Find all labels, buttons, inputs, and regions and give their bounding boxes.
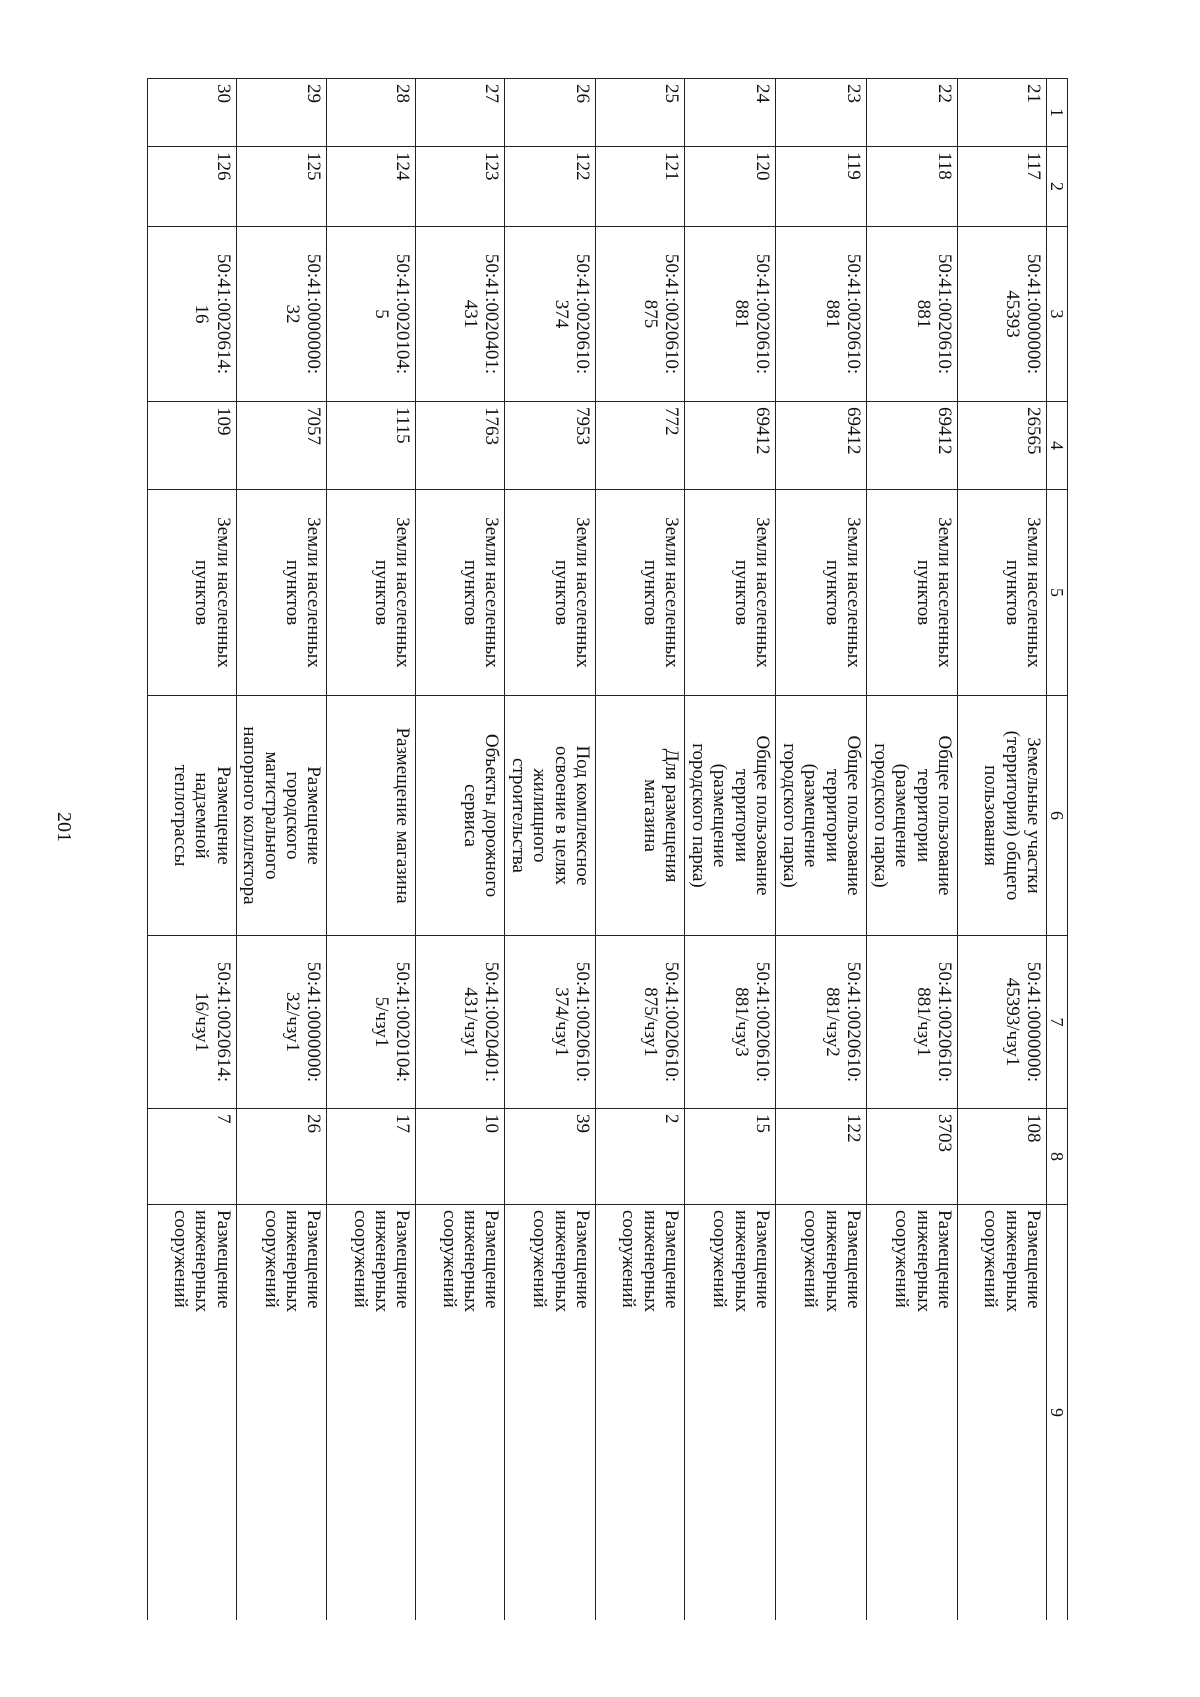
- column-header: 4: [1047, 402, 1068, 490]
- column-number-row: [1047, 79, 1068, 1621]
- part-area-cell: [416, 1109, 505, 1205]
- part-number: 50:41:0020610: 875/чзу1: [639, 961, 683, 1083]
- permitted-use-cell: [867, 696, 958, 936]
- parcel-area-cell: [327, 402, 416, 490]
- part-number-cell: [147, 936, 236, 1109]
- parcel-area: 7057: [303, 407, 325, 445]
- land-category-cell: [958, 490, 1047, 696]
- land-category-cell: [867, 490, 958, 696]
- cadastral-number: 50:41:0020104: 5: [371, 253, 414, 375]
- cadastral-number: 50:41:0020610: 881: [912, 253, 955, 375]
- column-header: 3: [1047, 227, 1068, 402]
- part-number: 50:41:0000000: 32/чзу1: [282, 961, 325, 1083]
- table-body: [147, 79, 1046, 1621]
- land-category: Земли населенных пунктов: [1001, 517, 1044, 668]
- rotated-table-wrapper: [130, 78, 1068, 1620]
- land-category-cell: [505, 490, 596, 696]
- parcel-area-cell: [776, 402, 867, 490]
- permitted-use: Объекты дорожного сервиса: [460, 733, 503, 898]
- page-number: 201: [53, 812, 75, 842]
- table-row: [236, 79, 327, 1621]
- row-number-cell: [327, 79, 416, 147]
- purpose: Размещение инженерных сооружений: [529, 1210, 594, 1313]
- land-category: Земли населенных пунктов: [282, 517, 325, 668]
- part-number: 50:41:0020401: 431/чзу1: [460, 961, 503, 1083]
- row-number-cell: [147, 79, 236, 147]
- row-number-cell: [685, 79, 776, 147]
- table-row: [327, 79, 416, 1621]
- purpose: Размещение инженерных сооружений: [618, 1210, 683, 1313]
- entry-number: 124: [392, 152, 414, 181]
- land-category-cell: [776, 490, 867, 696]
- entry-number-cell: [685, 147, 776, 227]
- column-header: 7: [1047, 936, 1068, 1109]
- row-number: 25: [661, 84, 683, 103]
- cadastral-number: 50:41:0020610: 881: [730, 253, 774, 375]
- table-row: [685, 79, 776, 1621]
- parcel-area-cell: [958, 402, 1047, 490]
- permitted-use-cell: [327, 696, 416, 936]
- part-number-cell: [776, 936, 867, 1109]
- row-number-cell: [505, 79, 596, 147]
- cadastral-number: 50:41:0000000: 45393: [1001, 253, 1044, 375]
- part-area: 2: [661, 1114, 683, 1124]
- permitted-use-cell: [505, 696, 596, 936]
- purpose: Размещение инженерных сооружений: [349, 1210, 414, 1313]
- part-area: 10: [481, 1114, 503, 1133]
- cadastral-number-cell: [505, 227, 596, 402]
- land-category: Земли населенных пунктов: [191, 517, 234, 668]
- cadastral-number: 50:41:0000000: 32: [282, 253, 325, 375]
- entry-number-cell: [147, 147, 236, 227]
- entry-number-cell: [416, 147, 505, 227]
- row-number-cell: [236, 79, 327, 147]
- entry-number: 119: [843, 152, 865, 180]
- column-header: 2: [1047, 147, 1068, 227]
- cadastral-number-cell: [236, 227, 327, 402]
- part-number: 50:41:0020614: 16/чзу1: [191, 961, 234, 1083]
- column-header: 9: [1047, 1205, 1068, 1621]
- part-number: 50:41:0020104: 5/чзу1: [371, 961, 414, 1083]
- cadastral-number-cell: [685, 227, 776, 402]
- cadastral-number: 50:41:0020610: 374: [550, 253, 594, 375]
- purpose-cell: [958, 1205, 1047, 1621]
- land-category: Земли населенных пунктов: [460, 517, 503, 668]
- purpose-cell: [776, 1205, 867, 1621]
- land-category-cell: [596, 490, 685, 696]
- purpose: Размещение инженерных сооружений: [438, 1210, 503, 1313]
- parcel-area-cell: [236, 402, 327, 490]
- purpose: Размещение инженерных сооружений: [709, 1210, 774, 1313]
- parcel-area: 69412: [843, 407, 865, 455]
- table-row: [867, 79, 958, 1621]
- entry-number-cell: [958, 147, 1047, 227]
- permitted-use-cell: [416, 696, 505, 936]
- entry-number-cell: [236, 147, 327, 227]
- part-area-cell: [596, 1109, 685, 1205]
- entry-number: 118: [934, 152, 955, 180]
- parcel-area: 26565: [1023, 407, 1044, 455]
- parcel-area: 109: [212, 407, 234, 436]
- entry-number: 122: [572, 152, 594, 181]
- table-row: [958, 79, 1047, 1621]
- cadastral-number: 50:41:0020401: 431: [460, 253, 503, 375]
- column-header: 1: [1047, 79, 1068, 147]
- land-category-cell: [327, 490, 416, 696]
- purpose: Размещение инженерных сооружений: [169, 1210, 234, 1313]
- row-number: 30: [212, 84, 234, 103]
- purpose-cell: [685, 1205, 776, 1621]
- cadastral-number-cell: [416, 227, 505, 402]
- table-row: [596, 79, 685, 1621]
- permitted-use: Общее пользование территории (размещение городского парка): [778, 735, 865, 896]
- purpose: Размещение инженерных сооружений: [980, 1210, 1044, 1313]
- permitted-use-cell: [958, 696, 1047, 936]
- entry-number-cell: [505, 147, 596, 227]
- row-number-cell: [958, 79, 1047, 147]
- row-number: 27: [481, 84, 503, 103]
- permitted-use-cell: [236, 696, 327, 936]
- entry-number: 126: [212, 152, 234, 181]
- part-area-cell: [685, 1109, 776, 1205]
- land-category: Земли населенных пунктов: [371, 517, 414, 668]
- land-category: Земли населенных пунктов: [639, 517, 683, 668]
- row-number: 24: [752, 84, 774, 103]
- table-stage: [130, 78, 1068, 1620]
- part-number-cell: [596, 936, 685, 1109]
- row-number: 21: [1023, 84, 1044, 103]
- entry-number-cell: [327, 147, 416, 227]
- permitted-use: Под комплексное освоение в целях жилищного строительства: [507, 745, 594, 886]
- cadastral-number-cell: [327, 227, 416, 402]
- entry-number: 125: [303, 152, 325, 181]
- column-header: 6: [1047, 696, 1068, 936]
- parcel-area: 69412: [752, 407, 774, 455]
- land-category-cell: [685, 490, 776, 696]
- part-area-cell: [867, 1109, 958, 1205]
- purpose: Размещение инженерных сооружений: [891, 1210, 955, 1313]
- part-area: 108: [1023, 1114, 1044, 1143]
- part-number-cell: [958, 936, 1047, 1109]
- row-number-cell: [416, 79, 505, 147]
- part-number-cell: [236, 936, 327, 1109]
- purpose-cell: [596, 1205, 685, 1621]
- part-number-cell: [416, 936, 505, 1109]
- cadastral-number-cell: [776, 227, 867, 402]
- part-number: 50:41:0020610: 881/чзу3: [730, 961, 774, 1083]
- parcel-area: 69412: [934, 407, 955, 455]
- row-number: 26: [572, 84, 594, 103]
- part-number-cell: [867, 936, 958, 1109]
- entry-number-cell: [596, 147, 685, 227]
- entry-number: 123: [481, 152, 503, 181]
- part-number-cell: [685, 936, 776, 1109]
- row-number: 23: [843, 84, 865, 103]
- parcel-area-cell: [867, 402, 958, 490]
- land-category-cell: [236, 490, 327, 696]
- part-area: 39: [572, 1114, 594, 1133]
- part-number: 50:41:0000000: 45393/чзу1: [1001, 961, 1044, 1083]
- permitted-use: Общее пользование территории (размещение городского парка): [687, 735, 774, 896]
- row-number: 22: [934, 84, 955, 103]
- permitted-use-cell: [596, 696, 685, 936]
- part-area: 15: [752, 1114, 774, 1133]
- purpose-cell: [416, 1205, 505, 1621]
- purpose-cell: [236, 1205, 327, 1621]
- land-category: Земли населенных пунктов: [912, 517, 955, 668]
- cadastral-number-cell: [596, 227, 685, 402]
- entry-number: 121: [661, 152, 683, 181]
- land-category: Земли населенных пунктов: [550, 517, 594, 668]
- parcel-area-cell: [596, 402, 685, 490]
- part-number-cell: [505, 936, 596, 1109]
- parcel-area: 772: [661, 407, 683, 436]
- row-number: 29: [303, 84, 325, 103]
- row-number-cell: [596, 79, 685, 147]
- land-category-cell: [147, 490, 236, 696]
- part-area: 122: [843, 1114, 865, 1143]
- part-number: 50:41:0020610: 374/чзу1: [550, 961, 594, 1083]
- part-area: 17: [392, 1114, 414, 1133]
- parcel-area: 7953: [572, 407, 594, 445]
- table-row: [416, 79, 505, 1621]
- part-area-cell: [776, 1109, 867, 1205]
- table-row: [776, 79, 867, 1621]
- permitted-use-cell: [147, 696, 236, 936]
- table-row: [147, 79, 236, 1621]
- land-category-cell: [416, 490, 505, 696]
- cadastral-number: 50:41:0020610: 875: [639, 253, 683, 375]
- permitted-use-cell: [685, 696, 776, 936]
- permitted-use: Размещение надземной теплотрассы: [169, 764, 234, 867]
- cadastral-number: 50:41:0020610: 881: [821, 253, 865, 375]
- permitted-use: Для размещения магазина: [639, 748, 683, 883]
- row-number-cell: [776, 79, 867, 147]
- table-row: [505, 79, 596, 1621]
- permitted-use: Размещение магазина: [392, 727, 414, 904]
- column-header: 8: [1047, 1109, 1068, 1205]
- permitted-use: Земельные участки (территории) общего пользования: [980, 730, 1044, 901]
- permitted-use: Размещение городского магистрального напорного коллектора: [239, 726, 325, 905]
- parcel-area-cell: [147, 402, 236, 490]
- part-number: 50:41:0020610: 881/чзу2: [821, 961, 865, 1083]
- parcel-area: 1115: [392, 407, 414, 444]
- cadastral-number: 50:41:0020614: 16: [191, 253, 234, 375]
- part-area-cell: [327, 1109, 416, 1205]
- part-area-cell: [958, 1109, 1047, 1205]
- permitted-use: Общее пользование территории (размещение городского парка): [869, 735, 955, 896]
- easement-table: [147, 78, 1068, 1620]
- part-area-cell: [147, 1109, 236, 1205]
- permitted-use-cell: [776, 696, 867, 936]
- purpose: Размещение инженерных сооружений: [260, 1210, 325, 1313]
- entry-number: 117: [1023, 152, 1044, 180]
- cadastral-number-cell: [867, 227, 958, 402]
- part-area: 7: [212, 1114, 234, 1124]
- cadastral-number-cell: [147, 227, 236, 402]
- purpose-cell: [147, 1205, 236, 1621]
- purpose: Размещение инженерных сооружений: [800, 1210, 865, 1313]
- row-number: 28: [392, 84, 414, 103]
- entry-number: 120: [752, 152, 774, 181]
- land-category: Земли населенных пунктов: [821, 517, 865, 668]
- entry-number-cell: [776, 147, 867, 227]
- part-number: 50:41:0020610: 881/чзу1: [912, 961, 955, 1083]
- parcel-area-cell: [416, 402, 505, 490]
- parcel-area: 1763: [481, 407, 503, 445]
- land-category: Земли населенных пунктов: [730, 517, 774, 668]
- purpose-cell: [505, 1205, 596, 1621]
- row-number-cell: [867, 79, 958, 147]
- parcel-area-cell: [505, 402, 596, 490]
- column-header: 5: [1047, 490, 1068, 696]
- parcel-area-cell: [685, 402, 776, 490]
- part-area: 26: [303, 1114, 325, 1133]
- part-number-cell: [327, 936, 416, 1109]
- part-area-cell: [505, 1109, 596, 1205]
- purpose-cell: [327, 1205, 416, 1621]
- cadastral-number-cell: [958, 227, 1047, 402]
- entry-number-cell: [867, 147, 958, 227]
- purpose-cell: [867, 1205, 958, 1621]
- part-area-cell: [236, 1109, 327, 1205]
- part-area: 3703: [934, 1114, 955, 1152]
